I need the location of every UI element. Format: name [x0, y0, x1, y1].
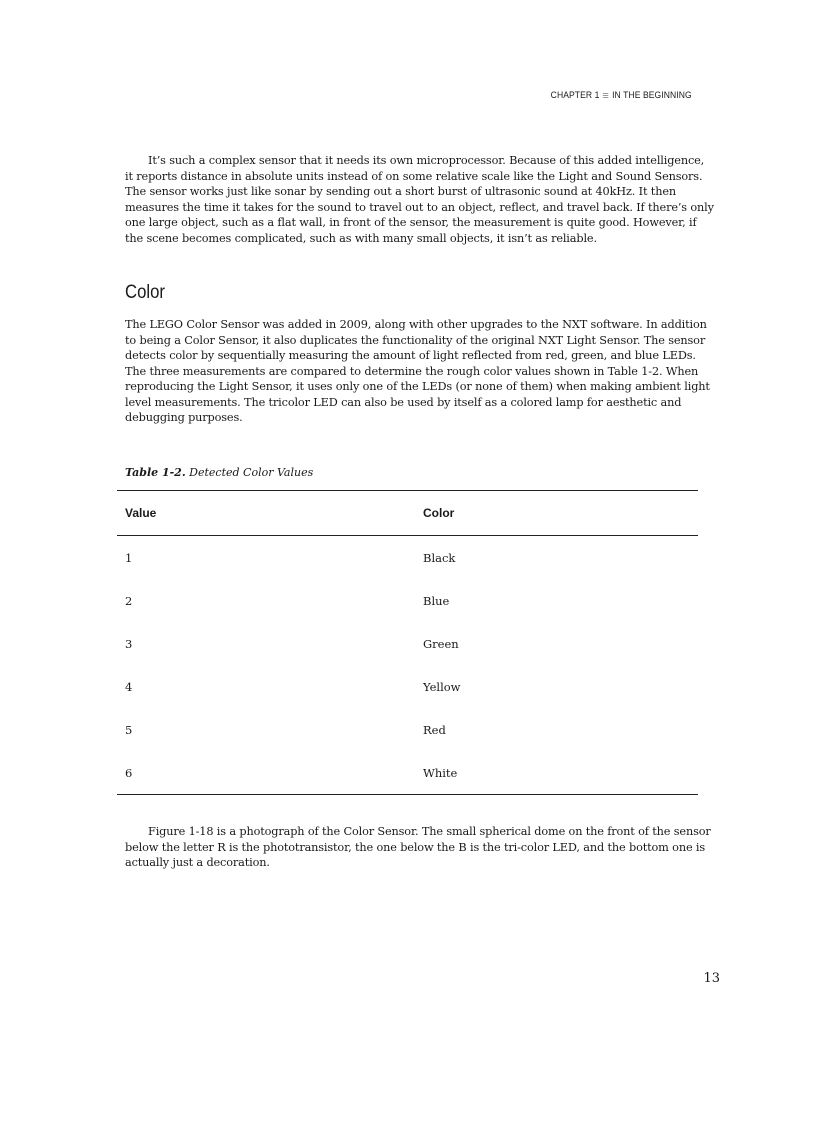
cell-value: 3: [125, 636, 133, 651]
cell-color: Green: [423, 636, 459, 651]
running-head-title: IN THE BEGINNING: [612, 90, 692, 101]
cell-color: Black: [423, 550, 456, 565]
color-values-table: [117, 490, 698, 795]
cell-color: White: [423, 765, 458, 780]
table-row: [117, 579, 698, 622]
paragraph-line: to being a Color Sensor, it also duplicates the functionality of the original NXT Light Sensor. The sensor: [125, 333, 706, 347]
table-row: [117, 751, 698, 795]
table-caption: [125, 466, 313, 479]
cell-value: 1: [125, 550, 133, 565]
table-row: [117, 708, 698, 751]
paragraph-line: below the letter R is the phototransistor, the one below the B is the tri-color LED, and the bottom one is: [125, 840, 706, 854]
paragraph-line: It’s such a complex sensor that it needs its own microprocessor. Because of this added intelligence,: [148, 154, 705, 167]
column-header-color: Color: [423, 506, 455, 520]
column-header-value: Value: [125, 506, 157, 520]
table-caption-title: Detected Color Values: [189, 466, 314, 479]
table-row: [117, 536, 698, 580]
paragraph-line: Figure 1-18 is a photograph of the Color Sensor. The small spherical dome on the front of the sensor: [148, 825, 711, 838]
running-head-separator-icon: [603, 92, 608, 98]
table-row: [117, 622, 698, 665]
paragraph-color-sensor: [125, 317, 710, 426]
page-number: 13: [703, 971, 720, 986]
paragraph-line: actually just a decoration.: [125, 856, 270, 869]
paragraph-figure-description: [125, 824, 711, 871]
running-head: [551, 90, 692, 101]
cell-value: 4: [125, 679, 133, 694]
paragraph-line: reproducing the Light Sensor, it uses only one of the LEDs (or none of them) when making ambient light: [125, 380, 710, 393]
paragraph-ultrasonic: [125, 153, 714, 246]
cell-color: Yellow: [423, 679, 461, 694]
paragraph-line: The sensor works just like sonar by sending out a short burst of ultrasonic sound at 40kHz. It then: [125, 185, 676, 198]
cell-value: 6: [125, 765, 133, 780]
paragraph-line: one large object, such as a flat wall, in front of the sensor, the measurement is quite good. However, if: [125, 216, 697, 229]
cell-value: 5: [125, 722, 133, 737]
table-caption-number: Table 1-2.: [125, 466, 186, 479]
paragraph-line: The three measurements are compared to determine the rough color values shown in Table 1-2. When: [125, 364, 699, 378]
paragraph-line: it reports distance in absolute units instead of on some relative scale like the Light and Sound Sensors.: [125, 169, 703, 183]
cell-value: 2: [125, 593, 133, 608]
table-header-row: [117, 491, 698, 536]
paragraph-line: measures the time it takes for the sound to travel out to an object, reflect, and travel back. If there’s only: [125, 200, 714, 214]
table-row: [117, 665, 698, 708]
cell-color: Blue: [423, 593, 450, 608]
cell-color: Red: [423, 722, 446, 737]
running-head-chapter: CHAPTER 1: [550, 90, 600, 101]
paragraph-line: level measurements. The tricolor LED can also be used by itself as a colored lamp for aesthetic and: [125, 395, 682, 409]
paragraph-line: detects color by sequentially measuring the amount of light reflected from red, green, and blue LEDs.: [125, 349, 696, 362]
paragraph-line: debugging purposes.: [125, 411, 243, 424]
section-heading-color: Color: [125, 282, 165, 303]
paragraph-line: the scene becomes complicated, such as with many small objects, it isn’t as reliable.: [125, 231, 597, 245]
paragraph-line: The LEGO Color Sensor was added in 2009, along with other upgrades to the NXT software. In addition: [125, 318, 707, 331]
